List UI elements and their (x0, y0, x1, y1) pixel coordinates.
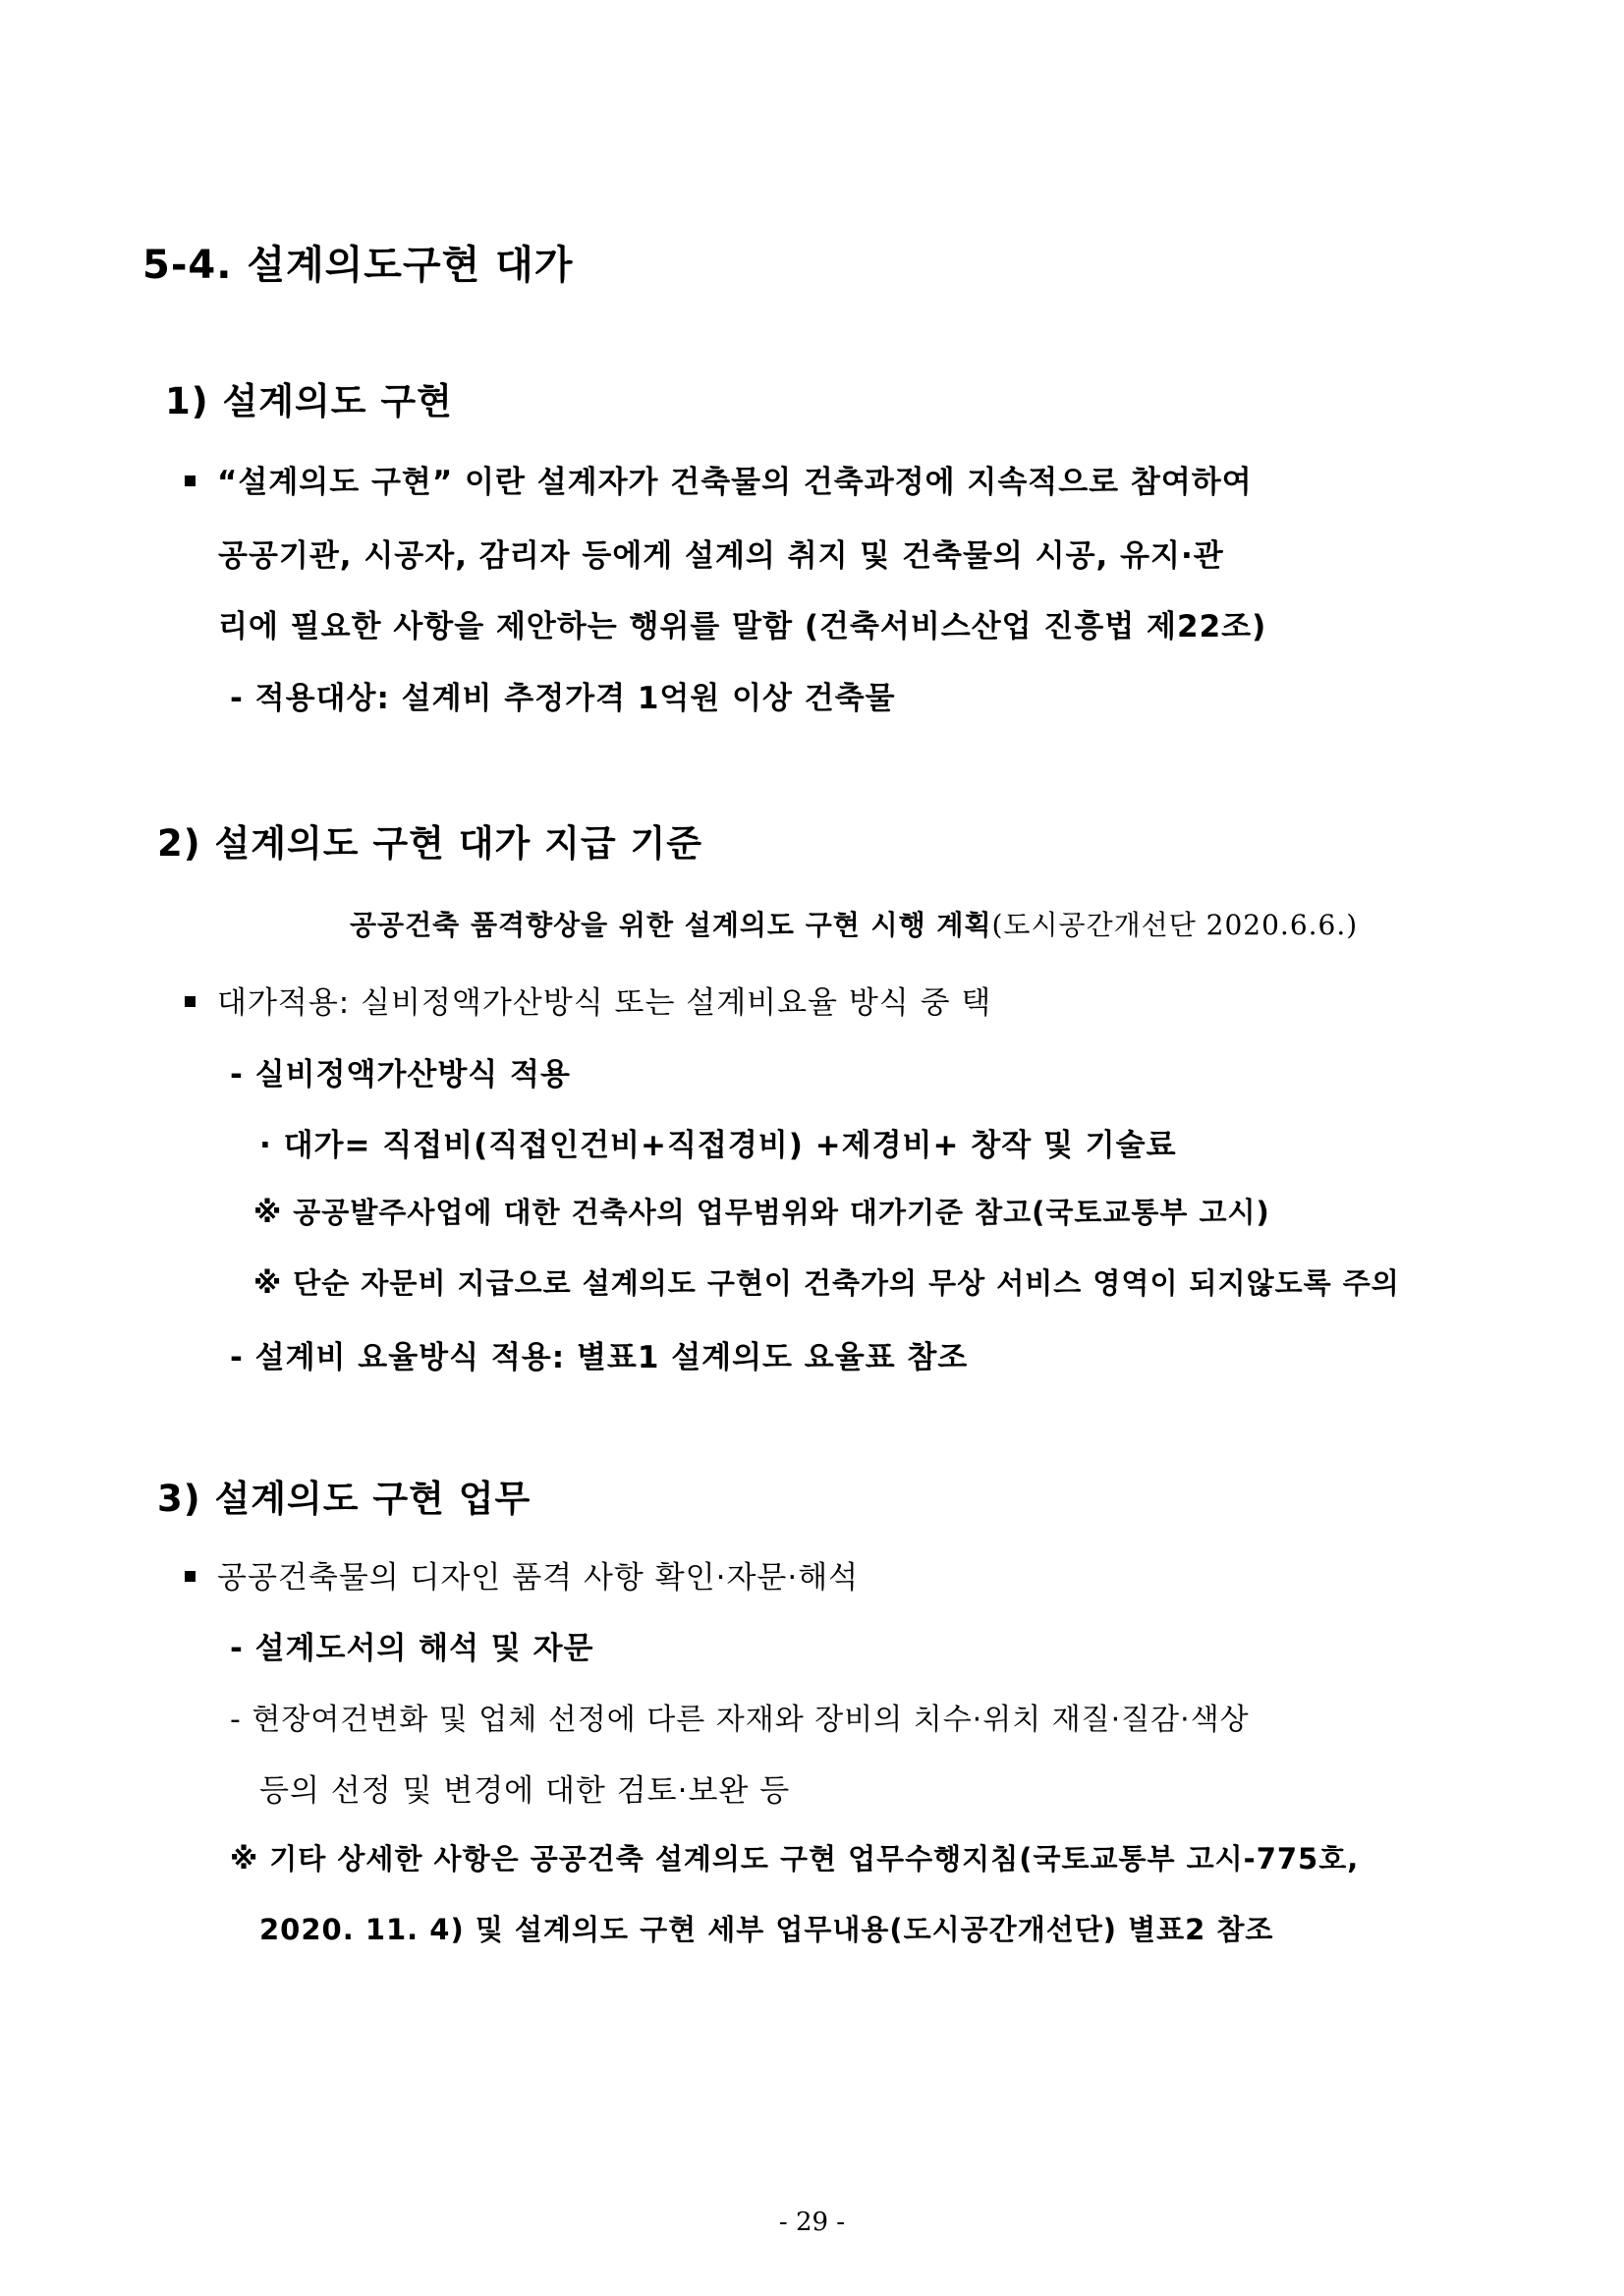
section-title: 5-4. 설계의도구현 대가 (142, 243, 574, 288)
s2-note1: ※ 공공발주사업에 대한 건축사의 업무범위와 대가기준 참고(국토교통부 고시) (253, 1196, 1270, 1229)
s3-note-line2: 2020. 11. 4) 및 설계의도 구현 세부 업무내용(도시공간개선단) 별표2 참조 (259, 1913, 1274, 1946)
s2-sub2: - 설계비 요율방식 적용: 별표1 설계의도 요율표 참조 (230, 1340, 969, 1375)
s1-paragraph-line1-text: “설계의도 구현” 이란 설계자가 건축물의 건축과정에 지속적으로 참여하여 (217, 465, 1253, 500)
s2-note2: ※ 단순 자문비 지급으로 설계의도 구현이 건축가의 무상 서비스 영역이 되지않도록 주의 (253, 1266, 1400, 1300)
s1-paragraph-line2: 공공기관, 시공자, 감리자 등에게 설계의 취지 및 건축물의 시공, 유지·관 (218, 538, 1224, 574)
s3-note-line1: ※ 기타 상세한 사항은 공공건축 설계의도 구현 업무수행지침(국토교통부 고시-775호, (230, 1842, 1360, 1876)
s3-heading: 3) 설계의도 구현 업무 (157, 1478, 532, 1520)
square-bullet-icon (185, 1571, 196, 1582)
s3-bullet (185, 1552, 859, 1596)
square-bullet-icon (185, 476, 196, 486)
square-bullet-icon (185, 996, 196, 1007)
s3-sub2-line2: 등의 선정 및 변경에 대한 검토·보완 등 (259, 1773, 791, 1809)
s2-bullet-text: 대가적용: 실비정액가산방식 또는 설계비요율 방식 중 택 (217, 985, 992, 1021)
s2-source-org-date: (도시공간개선단 2020.6.6.) (991, 909, 1359, 941)
s3-bullet-text: 공공건축물의 디자인 품격 사항 확인·자문·해석 (217, 1560, 860, 1596)
s1-paragraph-line3: 리에 필요한 사항을 제안하는 행위를 말함 (건축서비스산업 진흥법 제22조) (218, 609, 1267, 644)
page-number: - 29 - (778, 2208, 846, 2237)
s2-bullet (185, 978, 991, 1022)
s2-heading: 2) 설계의도 구현 대가 지급 기준 (157, 822, 702, 865)
s1-heading: 1) 설계의도 구현 (165, 380, 453, 422)
s3-sub2-line1: - 현장여건변화 및 업체 선정에 다른 자재와 장비의 치수·위치 재질·질감·색상 (230, 1703, 1250, 1737)
s2-formula: · 대가= 직접비(직접인건비+직접경비) +제경비+ 창작 및 기술료 (259, 1128, 1177, 1163)
s2-source-title: 공공건축 품격향상을 위한 설계의도 구현 시행 계획 (350, 909, 992, 941)
s2-sub1: - 실비정액가산방식 적용 (230, 1057, 571, 1092)
s2-source-line (350, 904, 1358, 943)
s1-target-line: - 적용대상: 설계비 추정가격 1억원 이상 건축물 (230, 681, 896, 716)
s1-paragraph-line1 (185, 457, 1253, 501)
s3-sub1: - 설계도서의 해석 및 자문 (230, 1631, 594, 1666)
